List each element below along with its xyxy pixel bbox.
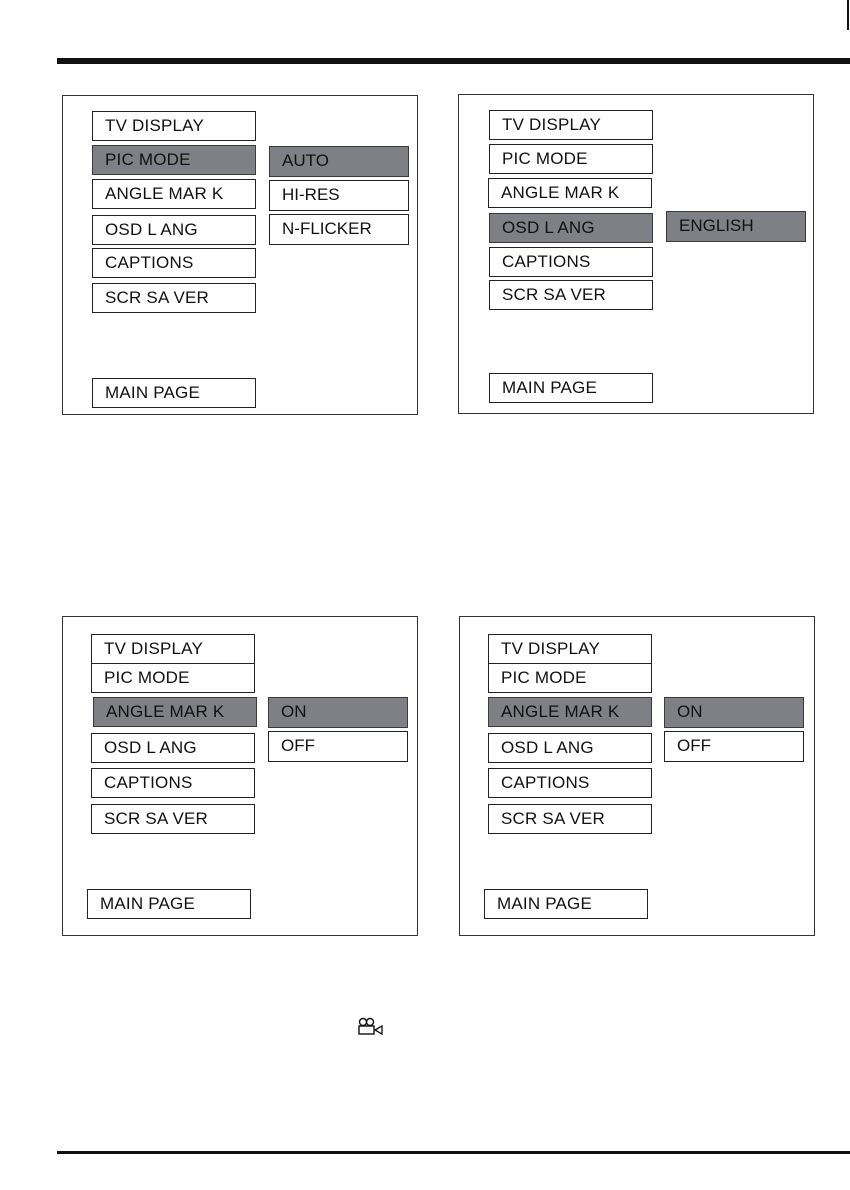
- menu-item-osd-lang[interactable]: OSD L ANG: [91, 733, 255, 763]
- menu-item-scr-saver[interactable]: SCR SA VER: [91, 804, 255, 834]
- osd-panel-pic-mode: [62, 95, 418, 415]
- menu-item-pic-mode[interactable]: PIC MODE: [489, 144, 653, 174]
- menu-item-captions[interactable]: CAPTIONS: [488, 768, 652, 798]
- menu-item-main-page[interactable]: MAIN PAGE: [87, 889, 251, 919]
- option-on[interactable]: ON: [664, 697, 804, 728]
- option-on[interactable]: ON: [268, 697, 408, 728]
- header-tick: [847, 0, 849, 30]
- menu-item-tv-display[interactable]: TV DISPLAY: [488, 634, 652, 664]
- camera-angle-icon: [357, 1017, 385, 1037]
- option-auto[interactable]: AUTO: [269, 146, 409, 177]
- menu-item-main-page[interactable]: MAIN PAGE: [92, 378, 256, 408]
- menu-item-osd-lang[interactable]: OSD L ANG: [92, 215, 256, 245]
- menu-item-main-page[interactable]: MAIN PAGE: [489, 373, 653, 403]
- option-english[interactable]: ENGLISH: [666, 211, 806, 242]
- menu-item-osd-lang[interactable]: OSD L ANG: [488, 733, 652, 763]
- menu-item-captions[interactable]: CAPTIONS: [91, 768, 255, 798]
- menu-item-main-page[interactable]: MAIN PAGE: [484, 889, 648, 919]
- osd-panel-osd-lang: [458, 94, 814, 414]
- menu-item-pic-mode[interactable]: PIC MODE: [91, 663, 255, 693]
- option-off[interactable]: OFF: [664, 731, 804, 762]
- menu-item-scr-saver[interactable]: SCR SA VER: [488, 804, 652, 834]
- option-hi-res[interactable]: HI-RES: [269, 180, 409, 211]
- menu-item-pic-mode[interactable]: PIC MODE: [488, 663, 652, 693]
- menu-item-angle-mark[interactable]: ANGLE MAR K: [488, 697, 652, 727]
- menu-item-angle-mark[interactable]: ANGLE MAR K: [93, 697, 257, 727]
- menu-item-scr-saver[interactable]: SCR SA VER: [92, 283, 256, 313]
- menu-item-angle-mark[interactable]: ANGLE MAR K: [488, 178, 652, 208]
- menu-item-captions[interactable]: CAPTIONS: [92, 248, 256, 278]
- menu-item-angle-mark[interactable]: ANGLE MAR K: [92, 179, 256, 209]
- menu-item-captions[interactable]: CAPTIONS: [489, 247, 653, 277]
- menu-item-osd-lang[interactable]: OSD L ANG: [489, 213, 653, 243]
- footer-rule: [57, 1151, 850, 1154]
- menu-item-pic-mode[interactable]: PIC MODE: [92, 145, 256, 175]
- osd-panel-angle-mark: [62, 616, 418, 936]
- option-n-flicker[interactable]: N-FLICKER: [269, 214, 409, 245]
- menu-item-tv-display[interactable]: TV DISPLAY: [92, 111, 256, 141]
- header-rule: [57, 58, 850, 64]
- menu-item-tv-display[interactable]: TV DISPLAY: [489, 110, 653, 140]
- menu-item-tv-display[interactable]: TV DISPLAY: [91, 634, 255, 664]
- menu-item-scr-saver[interactable]: SCR SA VER: [489, 280, 653, 310]
- osd-panel-angle-mark-2: [459, 616, 815, 936]
- option-off[interactable]: OFF: [268, 731, 408, 762]
